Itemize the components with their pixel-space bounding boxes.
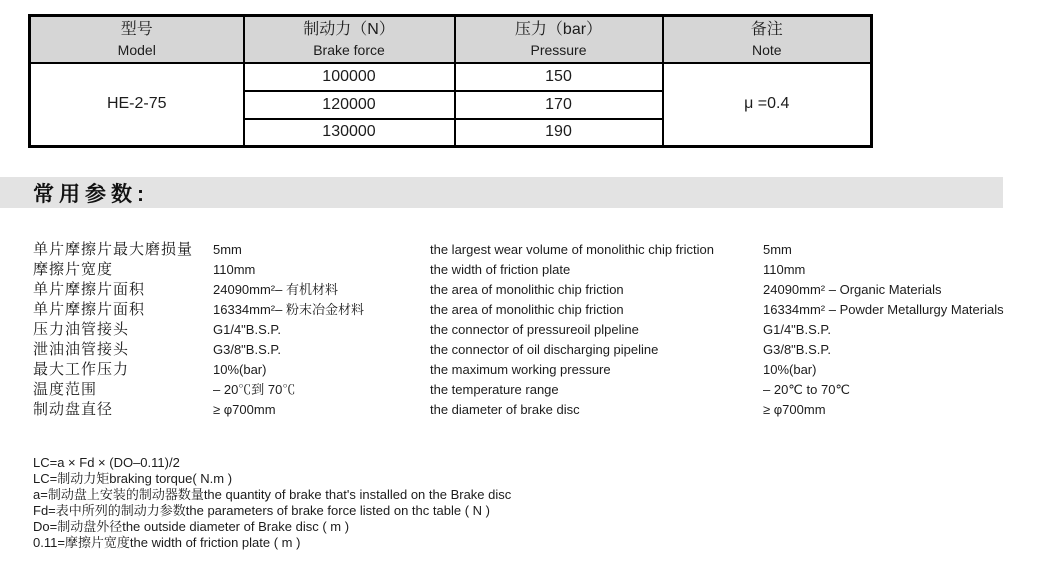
param-value-zh: ≥ φ700mm bbox=[213, 402, 276, 417]
parameter-row bbox=[33, 260, 1043, 280]
parameter-row bbox=[33, 380, 1043, 400]
formula-note-line: a=制动盘上安装的制动器数量the quantity of brake that's installed on the Brake disc bbox=[33, 487, 512, 502]
param-desc-en: the diameter of brake disc bbox=[430, 402, 580, 417]
formula-notes bbox=[33, 455, 511, 551]
param-value-en: 16334mm² – Powder Metallurgy Materials bbox=[763, 302, 1004, 317]
param-desc-en: the connector of oil discharging pipeline bbox=[430, 342, 659, 357]
param-value-en: G3/8"B.S.P. bbox=[763, 342, 831, 357]
param-label-zh: 单片摩擦片面积 bbox=[33, 281, 146, 298]
column-header-note bbox=[663, 16, 872, 63]
param-desc-en: the width of friction plate bbox=[430, 262, 571, 277]
formula-note-line: 0.11=摩擦片宽度the width of friction plate ( m ) bbox=[33, 535, 301, 550]
column-header-model-zh: 型号 bbox=[120, 21, 153, 39]
pressure-cell: 170 bbox=[455, 91, 663, 119]
param-value-zh: – 20℃到 70℃ bbox=[213, 382, 296, 397]
param-desc-en: the area of monolithic chip friction bbox=[430, 302, 624, 317]
brake-force-cell: 100000 bbox=[244, 63, 455, 91]
param-value-en: ≥ φ700mm bbox=[763, 402, 826, 417]
param-label-zh: 单片摩擦片面积 bbox=[33, 301, 146, 318]
column-header-pressure-zh: 压力（bar） bbox=[514, 21, 603, 39]
spec-table bbox=[28, 14, 873, 148]
spec-table-header-row bbox=[30, 16, 872, 63]
parameter-row bbox=[33, 360, 1043, 380]
param-value-zh: 10%(bar) bbox=[213, 362, 267, 377]
param-desc-en: the largest wear volume of monolithic chip friction bbox=[430, 242, 714, 257]
parameter-row bbox=[33, 340, 1043, 360]
param-value-en: 10%(bar) bbox=[763, 362, 817, 377]
param-label-zh: 泄油油管接头 bbox=[33, 341, 130, 358]
formula-note-line: Fd=表中所列的制动力参数the parameters of brake force listed on thc table ( N ) bbox=[33, 503, 490, 518]
table-row bbox=[30, 63, 872, 91]
column-header-note-zh: 备注 bbox=[750, 21, 783, 39]
brake-force-cell: 130000 bbox=[244, 119, 455, 147]
pressure-cell: 190 bbox=[455, 119, 663, 147]
param-value-en: 24090mm² – Organic Materials bbox=[763, 282, 942, 297]
param-value-zh: 110mm bbox=[213, 262, 256, 277]
param-value-zh: 5mm bbox=[213, 242, 242, 257]
param-label-zh: 压力油管接头 bbox=[33, 321, 130, 338]
section-banner bbox=[0, 177, 1003, 208]
param-value-en: G1/4"B.S.P. bbox=[763, 322, 831, 337]
param-value-zh: G3/8"B.S.P. bbox=[213, 342, 281, 357]
formula-note-line: Do=制动盘外径the outside diameter of Brake disc ( m ) bbox=[33, 519, 350, 534]
param-desc-en: the maximum working pressure bbox=[430, 362, 611, 377]
param-value-zh: 16334mm²– 粉末冶金材料 bbox=[213, 302, 364, 317]
parameter-row bbox=[33, 400, 1043, 420]
param-desc-en: the temperature range bbox=[430, 382, 559, 397]
column-header-note-en: Note bbox=[751, 42, 782, 59]
column-header-model-en: Model bbox=[117, 42, 156, 59]
param-value-zh: G1/4"B.S.P. bbox=[213, 322, 281, 337]
param-desc-en: the connector of pressureoil plpeline bbox=[430, 322, 639, 337]
formula-note-line: LC=制动力矩braking torque( N.m ) bbox=[33, 471, 233, 486]
param-desc-en: the area of monolithic chip friction bbox=[430, 282, 624, 297]
parameter-list bbox=[33, 240, 1043, 420]
param-value-zh: 24090mm²– 有机材料 bbox=[213, 282, 338, 297]
column-header-pressure bbox=[455, 16, 663, 63]
formula-note-line: LC=a × Fd × (DO–0.11)/2 bbox=[33, 455, 180, 470]
param-label-zh: 摩擦片宽度 bbox=[33, 261, 114, 278]
note-cell: μ =0.4 bbox=[663, 63, 872, 147]
param-value-en: 110mm bbox=[763, 262, 806, 277]
param-label-zh: 最大工作压力 bbox=[33, 361, 130, 378]
parameter-row bbox=[33, 320, 1043, 340]
param-value-en: – 20℃ to 70℃ bbox=[763, 382, 851, 397]
model-cell: HE-2-75 bbox=[30, 63, 244, 147]
param-label-zh: 温度范围 bbox=[33, 381, 98, 398]
param-value-en: 5mm bbox=[763, 242, 792, 257]
parameter-row bbox=[33, 240, 1043, 260]
section-title: 常用参数: bbox=[33, 182, 149, 206]
column-header-brake-force bbox=[244, 16, 455, 63]
column-header-brake-force-en: Brake force bbox=[313, 42, 385, 59]
param-label-zh: 单片摩擦片最大磨损量 bbox=[33, 241, 194, 258]
parameter-row bbox=[33, 300, 1043, 320]
column-header-pressure-en: Pressure bbox=[530, 42, 587, 59]
parameter-row bbox=[33, 280, 1043, 300]
column-header-brake-force-zh: 制动力（N） bbox=[303, 21, 395, 39]
pressure-cell: 150 bbox=[455, 63, 663, 91]
column-header-model bbox=[30, 16, 244, 63]
param-label-zh: 制动盘直径 bbox=[33, 401, 114, 418]
brake-force-cell: 120000 bbox=[244, 91, 455, 119]
